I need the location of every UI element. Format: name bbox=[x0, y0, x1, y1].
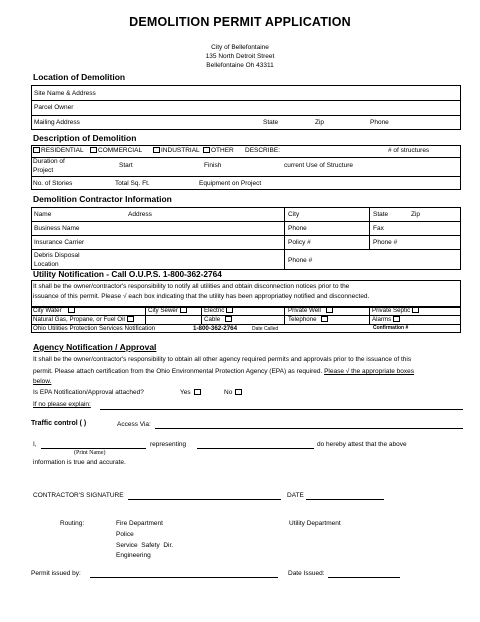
city-water-checkbox[interactable] bbox=[68, 307, 75, 313]
cable-checkbox[interactable] bbox=[225, 316, 232, 322]
site-label: Site Name & Address bbox=[34, 90, 96, 97]
signature-line[interactable] bbox=[128, 499, 281, 500]
utility-private-septic[interactable]: Private Septic bbox=[372, 307, 419, 314]
type-residential[interactable] bbox=[33, 147, 84, 154]
contractor-zip-label: Zip bbox=[411, 211, 421, 218]
start-label: Start bbox=[119, 162, 133, 169]
epa-yes[interactable]: Yes bbox=[180, 389, 201, 396]
utility-city-sewer[interactable]: City Sewer bbox=[148, 307, 187, 314]
contractor-phone-label: Phone bbox=[288, 225, 307, 232]
stories-label: No. of Stories bbox=[33, 180, 73, 187]
contractor-fax-label: Fax bbox=[373, 225, 384, 232]
industrial-checkbox[interactable] bbox=[153, 147, 160, 153]
utility-city-water[interactable]: City Water bbox=[33, 307, 75, 314]
contractor-state-label: State bbox=[373, 211, 389, 218]
city-sewer-checkbox[interactable] bbox=[180, 307, 187, 313]
utility-text-2: issuance of this permit. Please √ each box indicating that the utility has been appropriatley notified and disconnected. bbox=[33, 293, 370, 300]
private-septic-checkbox[interactable] bbox=[412, 307, 419, 313]
agency-text-3: below. bbox=[33, 378, 52, 385]
traffic-control-label: Traffic control ( ) bbox=[31, 420, 87, 427]
signature-date-line[interactable] bbox=[306, 499, 384, 500]
policy-label: Policy # bbox=[288, 239, 311, 246]
signature-date-label: DATE bbox=[287, 492, 304, 499]
telephone-checkbox[interactable] bbox=[321, 316, 328, 322]
epa-no[interactable]: No bbox=[224, 389, 242, 396]
epa-question: Is EPA Notification/Approval attached? bbox=[33, 389, 144, 396]
representing-line[interactable] bbox=[197, 448, 314, 449]
print-name-line[interactable] bbox=[41, 448, 146, 449]
business-label: Business Name bbox=[34, 225, 80, 232]
type-other[interactable] bbox=[203, 147, 234, 154]
agency-text-2 bbox=[33, 368, 414, 375]
routing-utility: Utility Department bbox=[289, 520, 341, 527]
duration-label-2: Project bbox=[33, 167, 54, 174]
structures-label: # of structures bbox=[388, 147, 430, 154]
attest-text: do hereby attest that the above bbox=[317, 441, 407, 448]
debris-label-1: Debris Disposal bbox=[34, 252, 80, 259]
residential-label: RESIDENTIAL bbox=[41, 147, 84, 154]
access-via-line[interactable] bbox=[155, 428, 463, 429]
describe-label: DESCRIBE: bbox=[245, 147, 281, 154]
contractor-address-label: Address bbox=[128, 211, 152, 218]
description-heading: Description of Demolition bbox=[33, 133, 137, 143]
address-line-2: 135 North Detroit Street bbox=[205, 53, 275, 60]
issued-by-label: Permit issued by: bbox=[31, 570, 81, 577]
industrial-label: INDUSTRIAL bbox=[161, 147, 200, 154]
utility-natural-gas[interactable]: Natural Gas, Propane, or Fuel Oil bbox=[33, 316, 134, 323]
owner-label: Parcel Owner bbox=[34, 104, 74, 111]
other-checkbox[interactable] bbox=[203, 147, 210, 153]
attest-i: I, bbox=[33, 441, 37, 448]
debris-phone-label: Phone # bbox=[288, 257, 313, 264]
confirmation-label: Confirmation # bbox=[373, 325, 409, 331]
utility-heading: Utility Notification - Call O.U.P.S. 1-800-362-2764 bbox=[33, 269, 222, 279]
alarms-checkbox[interactable] bbox=[393, 316, 400, 322]
other-label: OTHER bbox=[211, 147, 234, 154]
access-via-label: Access Via: bbox=[117, 421, 151, 428]
address-line-3: Bellefontaine Oh 43311 bbox=[206, 62, 274, 69]
signature-label: CONTRACTOR'S SIGNATURE bbox=[33, 492, 124, 499]
type-commercial[interactable] bbox=[90, 147, 142, 154]
routing-label: Routing: bbox=[60, 520, 85, 527]
agency-text-2b: Please √ the appropriate boxes bbox=[324, 368, 415, 375]
contractor-heading: Demolition Contractor Information bbox=[33, 194, 172, 204]
location-heading: Location of Demolition bbox=[33, 72, 126, 82]
utility-electric[interactable]: Electric bbox=[204, 307, 233, 314]
contractor-city-label: City bbox=[288, 211, 300, 218]
routing-fire: Fire Department bbox=[116, 520, 163, 527]
duration-label-1: Duration of bbox=[33, 158, 65, 165]
residential-checkbox[interactable] bbox=[33, 147, 40, 153]
address-line-1: City of Bellefontaine bbox=[211, 44, 269, 51]
representing-label: representing bbox=[150, 441, 187, 448]
finish-label: Finish bbox=[204, 162, 222, 169]
private-well-checkbox[interactable] bbox=[326, 307, 333, 313]
explain-line[interactable] bbox=[100, 409, 463, 410]
date-called-label: Date Called bbox=[252, 326, 279, 332]
page-title: DEMOLITION PERMIT APPLICATION bbox=[129, 15, 351, 29]
type-industrial[interactable] bbox=[153, 147, 200, 154]
routing-engineering: Engineering bbox=[116, 552, 151, 559]
natural-gas-checkbox[interactable] bbox=[127, 316, 134, 322]
current-use-label: current Use of Structure bbox=[284, 162, 353, 169]
agency-heading: Agency Notification / Approval bbox=[33, 342, 157, 352]
mailing-label: Mailing Address bbox=[34, 119, 80, 126]
insurance-label: Insurance Carrier bbox=[34, 239, 85, 246]
agency-text-1: It shall be the owner/contractor's responsibility to obtain all other agency required permits and approvals prior to the issuance of this bbox=[33, 356, 412, 363]
epa-yes-checkbox[interactable] bbox=[194, 389, 201, 395]
ohio-phone: 1-800-362-2764 bbox=[193, 325, 238, 332]
utility-private-well[interactable]: Private Well bbox=[288, 307, 333, 314]
explain-label: If no please explain: bbox=[33, 401, 91, 408]
commercial-checkbox[interactable] bbox=[90, 147, 97, 153]
epa-no-checkbox[interactable] bbox=[235, 389, 242, 395]
attest-true: information is true and accurate. bbox=[33, 459, 126, 466]
debris-label-2: Location bbox=[34, 261, 59, 268]
routing-police: Police bbox=[116, 531, 134, 538]
insurance-phone-label: Phone # bbox=[373, 239, 398, 246]
electric-checkbox[interactable] bbox=[226, 307, 233, 313]
state-label: State bbox=[263, 119, 279, 126]
utility-text-1: It shall be the owner/contractor's responsibility to notify all utilities and obtain disconnection notices prior to the bbox=[33, 283, 350, 290]
contractor-name-label: Name bbox=[34, 211, 52, 218]
zip-label: Zip bbox=[315, 119, 325, 126]
equipment-label: Equipment on Project bbox=[199, 180, 262, 187]
issued-by-line[interactable] bbox=[90, 577, 278, 578]
commercial-label: COMMERCIAL bbox=[98, 147, 143, 154]
ohio-notification-label: Ohio Utilities Protection Services Notification bbox=[33, 325, 156, 332]
utility-cable[interactable]: Cable bbox=[204, 316, 232, 323]
routing-service: Service Safety Dir. bbox=[116, 542, 174, 549]
print-name-caption: (Print Name) bbox=[74, 450, 106, 456]
date-issued-line[interactable] bbox=[328, 577, 400, 578]
utility-telephone[interactable]: Telephone bbox=[288, 316, 328, 323]
utility-alarms[interactable]: Alarms bbox=[372, 316, 400, 323]
phone-label: Phone bbox=[370, 119, 389, 126]
sqft-label: Total Sq. Ft. bbox=[115, 180, 150, 187]
date-issued-label: Date Issued: bbox=[288, 570, 325, 577]
agency-text-2a: permit. Please attach certification from the Ohio Environmental Protection Agency (EPA) as required. bbox=[33, 368, 323, 375]
